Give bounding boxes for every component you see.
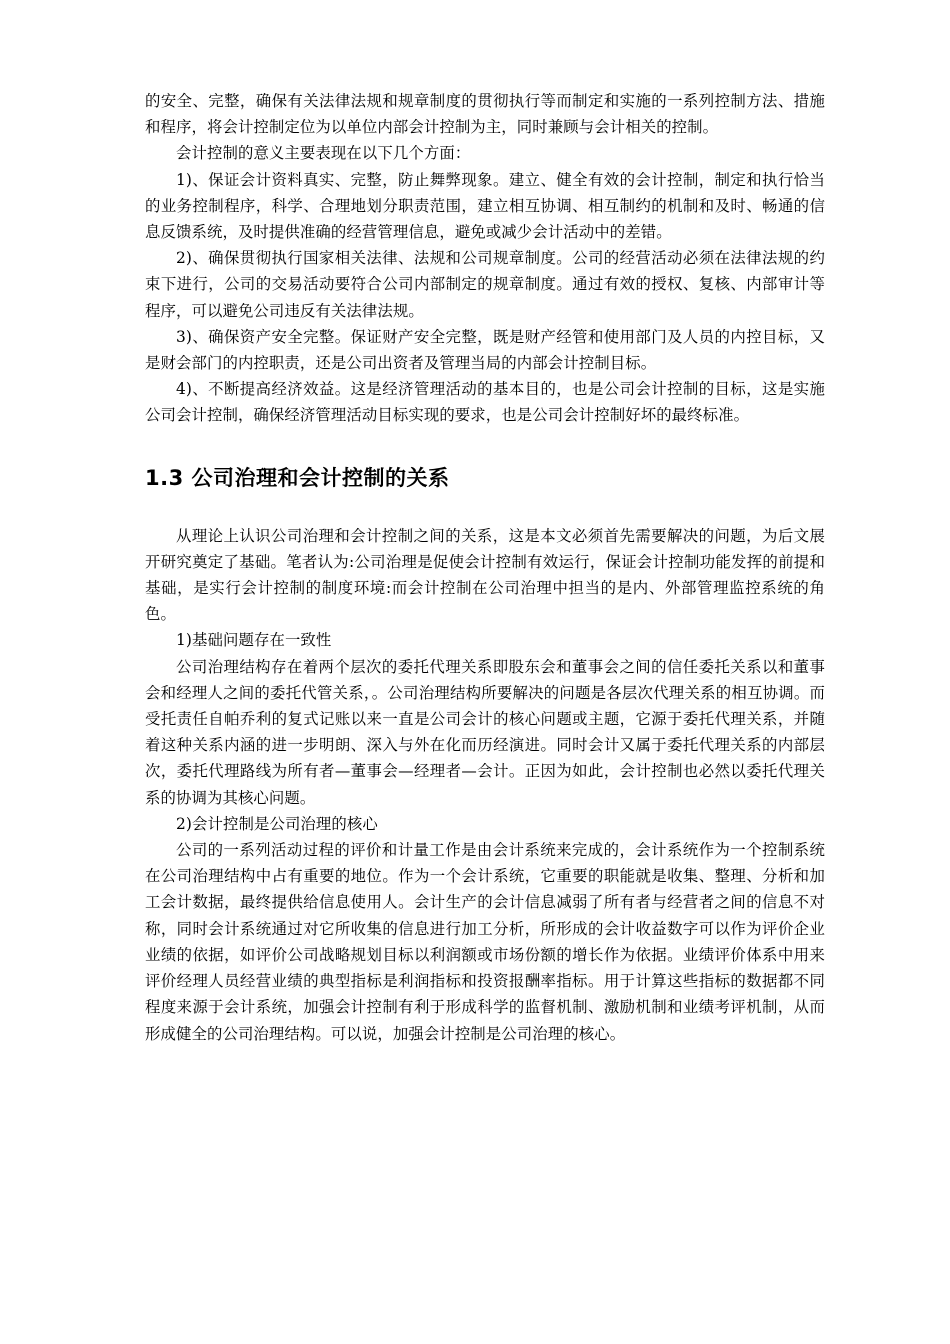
paragraph-significance-intro: 会计控制的意义主要表现在以下几个方面：: [176, 144, 471, 163]
paragraph-relationship-intro: 从理论上认识公司治理和会计控制之间的关系，这是本文必须首先需要解决的问题，为后文展开研究奠定了基础。笔者认为:公司治理是促使会计控制有效运行，保证会计控制功能发挥的前提和基础，是实行会计控制的制度环境:而会计控制在公司治理中担当的是内、外部管理监控系统的角色。: [145, 526, 825, 624]
paragraph-point-4: 4)、不断提高经济效益。这是经济管理活动的基本目的，也是公司会计控制的目标，这是实施公司会计控制，确保经济管理活动目标实现的要求，也是公司会计控制好坏的最终标准。: [145, 380, 825, 425]
section-heading-1-3: 1.3 公司治理和会计控制的关系: [145, 465, 450, 490]
subheading-accounting-control-core: 2)会计控制是公司治理的核心: [176, 814, 378, 833]
subheading-basic-problem: 1)基础问题存在一致性: [176, 631, 332, 650]
paragraph-point-3: 3)、确保资产安全完整。保证财产安全完整，既是财产经管和使用部门及人员的内控目标，又是财会部门的内控职责，还是公司出资者及管理当局的内部会计控制目标。: [145, 327, 825, 373]
paragraph-point-2: 2)、确保贯彻执行国家相关法律、法规和公司规章制度。公司的经营活动必须在法律法规的约束下进行，公司的交易活动要符合公司内部制定的规章制度。通过有效的授权、复核、内部审计等程序，可以避免公司违反有关法律法规。: [145, 249, 825, 320]
paragraph-point-1: 1)、保证会计资料真实、完整，防止舞弊现象。建立、健全有效的会计控制，制定和执行恰当的业务控制程序，科学、合理地划分职责范围，建立相互协调、相互制约的机制和及时、畅通的信息反馈系统，及时提供准确的经营管理信息，避免或减少会计活动中的差错。: [145, 170, 825, 242]
document-page: [145, 88, 825, 1047]
paragraph-accounting-system: 公司的一系列活动过程的评价和计量工作是由会计系统来完成的，会计系统作为一个控制系统在公司治理结构中占有重要的地位。作为一个会计系统，它重要的职能就是收集、整理、分析和加工会计数据，最终提供给信息使用人。会计生产的会计信息减弱了所有者与经营者之间的信息不对称，同时会计系统通过对它所收集的信息进行加工分析，所形成的会计收益数字可以作为评价企业业绩的依据，如评价公司战略规划目标以利润额或市场份额的增长作为依据。业绩评价体系中用来评价经理人员经营业绩的典型指标是利润指标和投资报酬率指标。用于计算这些指标的数据都不同程度来源于会计系统，加强会计控制有利于形成科学的监督机制、激励机制和业绩考评机制，从而形成健全的公司治理结构。可以说，加强会计控制是公司治理的核心。: [145, 841, 825, 1043]
paragraph-continued-definition: 的安全、完整，确保有关法律法规和规章制度的贯彻执行等而制定和实施的一系列控制方法、措施和程序，将会计控制定位为以单位内部会计控制为主，同时兼顾与会计相关的控制。: [145, 92, 825, 137]
paragraph-agency-relationship: 公司治理结构存在着两个层次的委托代理关系即股东会和董事会之间的信任委托关系以和董事会和经理人之间的委托代管关系，。公司治理结构所要解决的问题是各层次代理关系的相互协调。而受托责任自帕乔利的复式记账以来一直是公司会计的核心问题或主题，它源于委托代理关系，并随着这种关系内涵的进一步明朗、深入与外在化而历经演进。同时会计又属于委托代理关系的内部层次，委托代理路线为所有者—董事会—经理者—会计。正因为如此，会计控制也必然以委托代理关系的协调为其核心问题。: [145, 657, 825, 807]
